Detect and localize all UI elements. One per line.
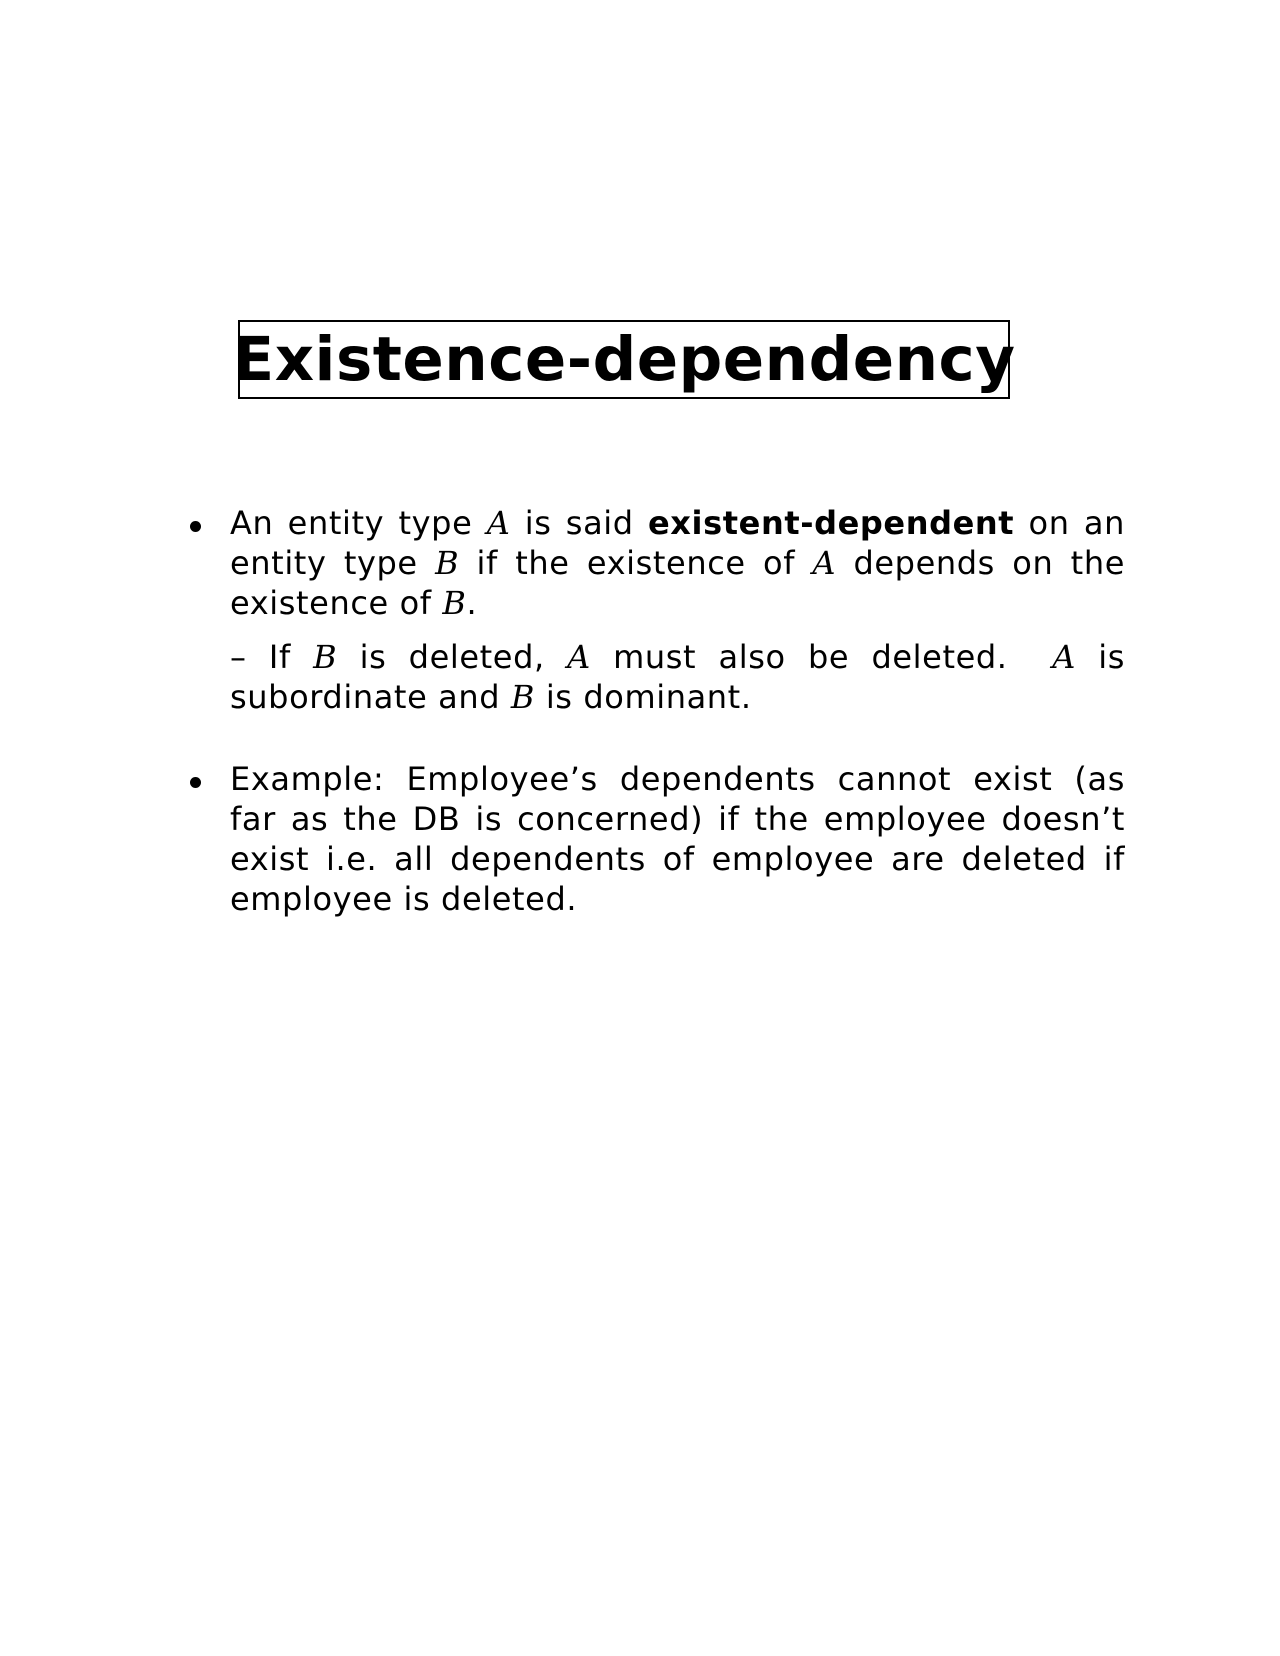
page-title: Existence-dependency (232, 324, 1016, 395)
text-span: . (466, 584, 478, 622)
text-span: is deleted, (337, 638, 568, 676)
text-span: is dominant. (535, 678, 752, 716)
math-variable-b: B (442, 584, 467, 622)
math-variable-b: B (435, 544, 460, 582)
math-variable-b: B (510, 678, 536, 716)
math-variable-a: A (567, 638, 591, 676)
text-span: An entity type (230, 504, 487, 542)
text-span: – If (230, 638, 314, 676)
math-variable-a: A (1052, 638, 1076, 676)
text-span: depends on the existence of (230, 544, 1125, 622)
title-box (232, 320, 1016, 399)
text-span: if the existence of (459, 544, 813, 582)
math-variable-a: A (486, 504, 511, 542)
text-span: is subordinate and (230, 638, 1125, 716)
math-variable-a: A (812, 544, 837, 582)
bold-term: existent-dependent (648, 504, 1015, 542)
bullet-dot-icon (190, 777, 201, 788)
text-span: is said (510, 504, 648, 542)
definition-paragraph (230, 503, 1125, 623)
slide-content (190, 503, 1125, 919)
math-variable-b: B (313, 638, 338, 676)
text-span: must also be deleted. (590, 638, 1053, 676)
bullet-item-definition (190, 503, 1125, 717)
example-paragraph: Example: Employee’s dependents cannot exist (as far as the DB is concerned) if the employee doesn’t exist i.e. all dependents of employee are deleted if employee is deleted. (230, 760, 1125, 918)
bullet-dot-icon (190, 521, 201, 532)
bullet-item-example (190, 759, 1125, 919)
text-span: on an entity type (230, 504, 1125, 582)
sub-item-deletion (230, 637, 1125, 717)
